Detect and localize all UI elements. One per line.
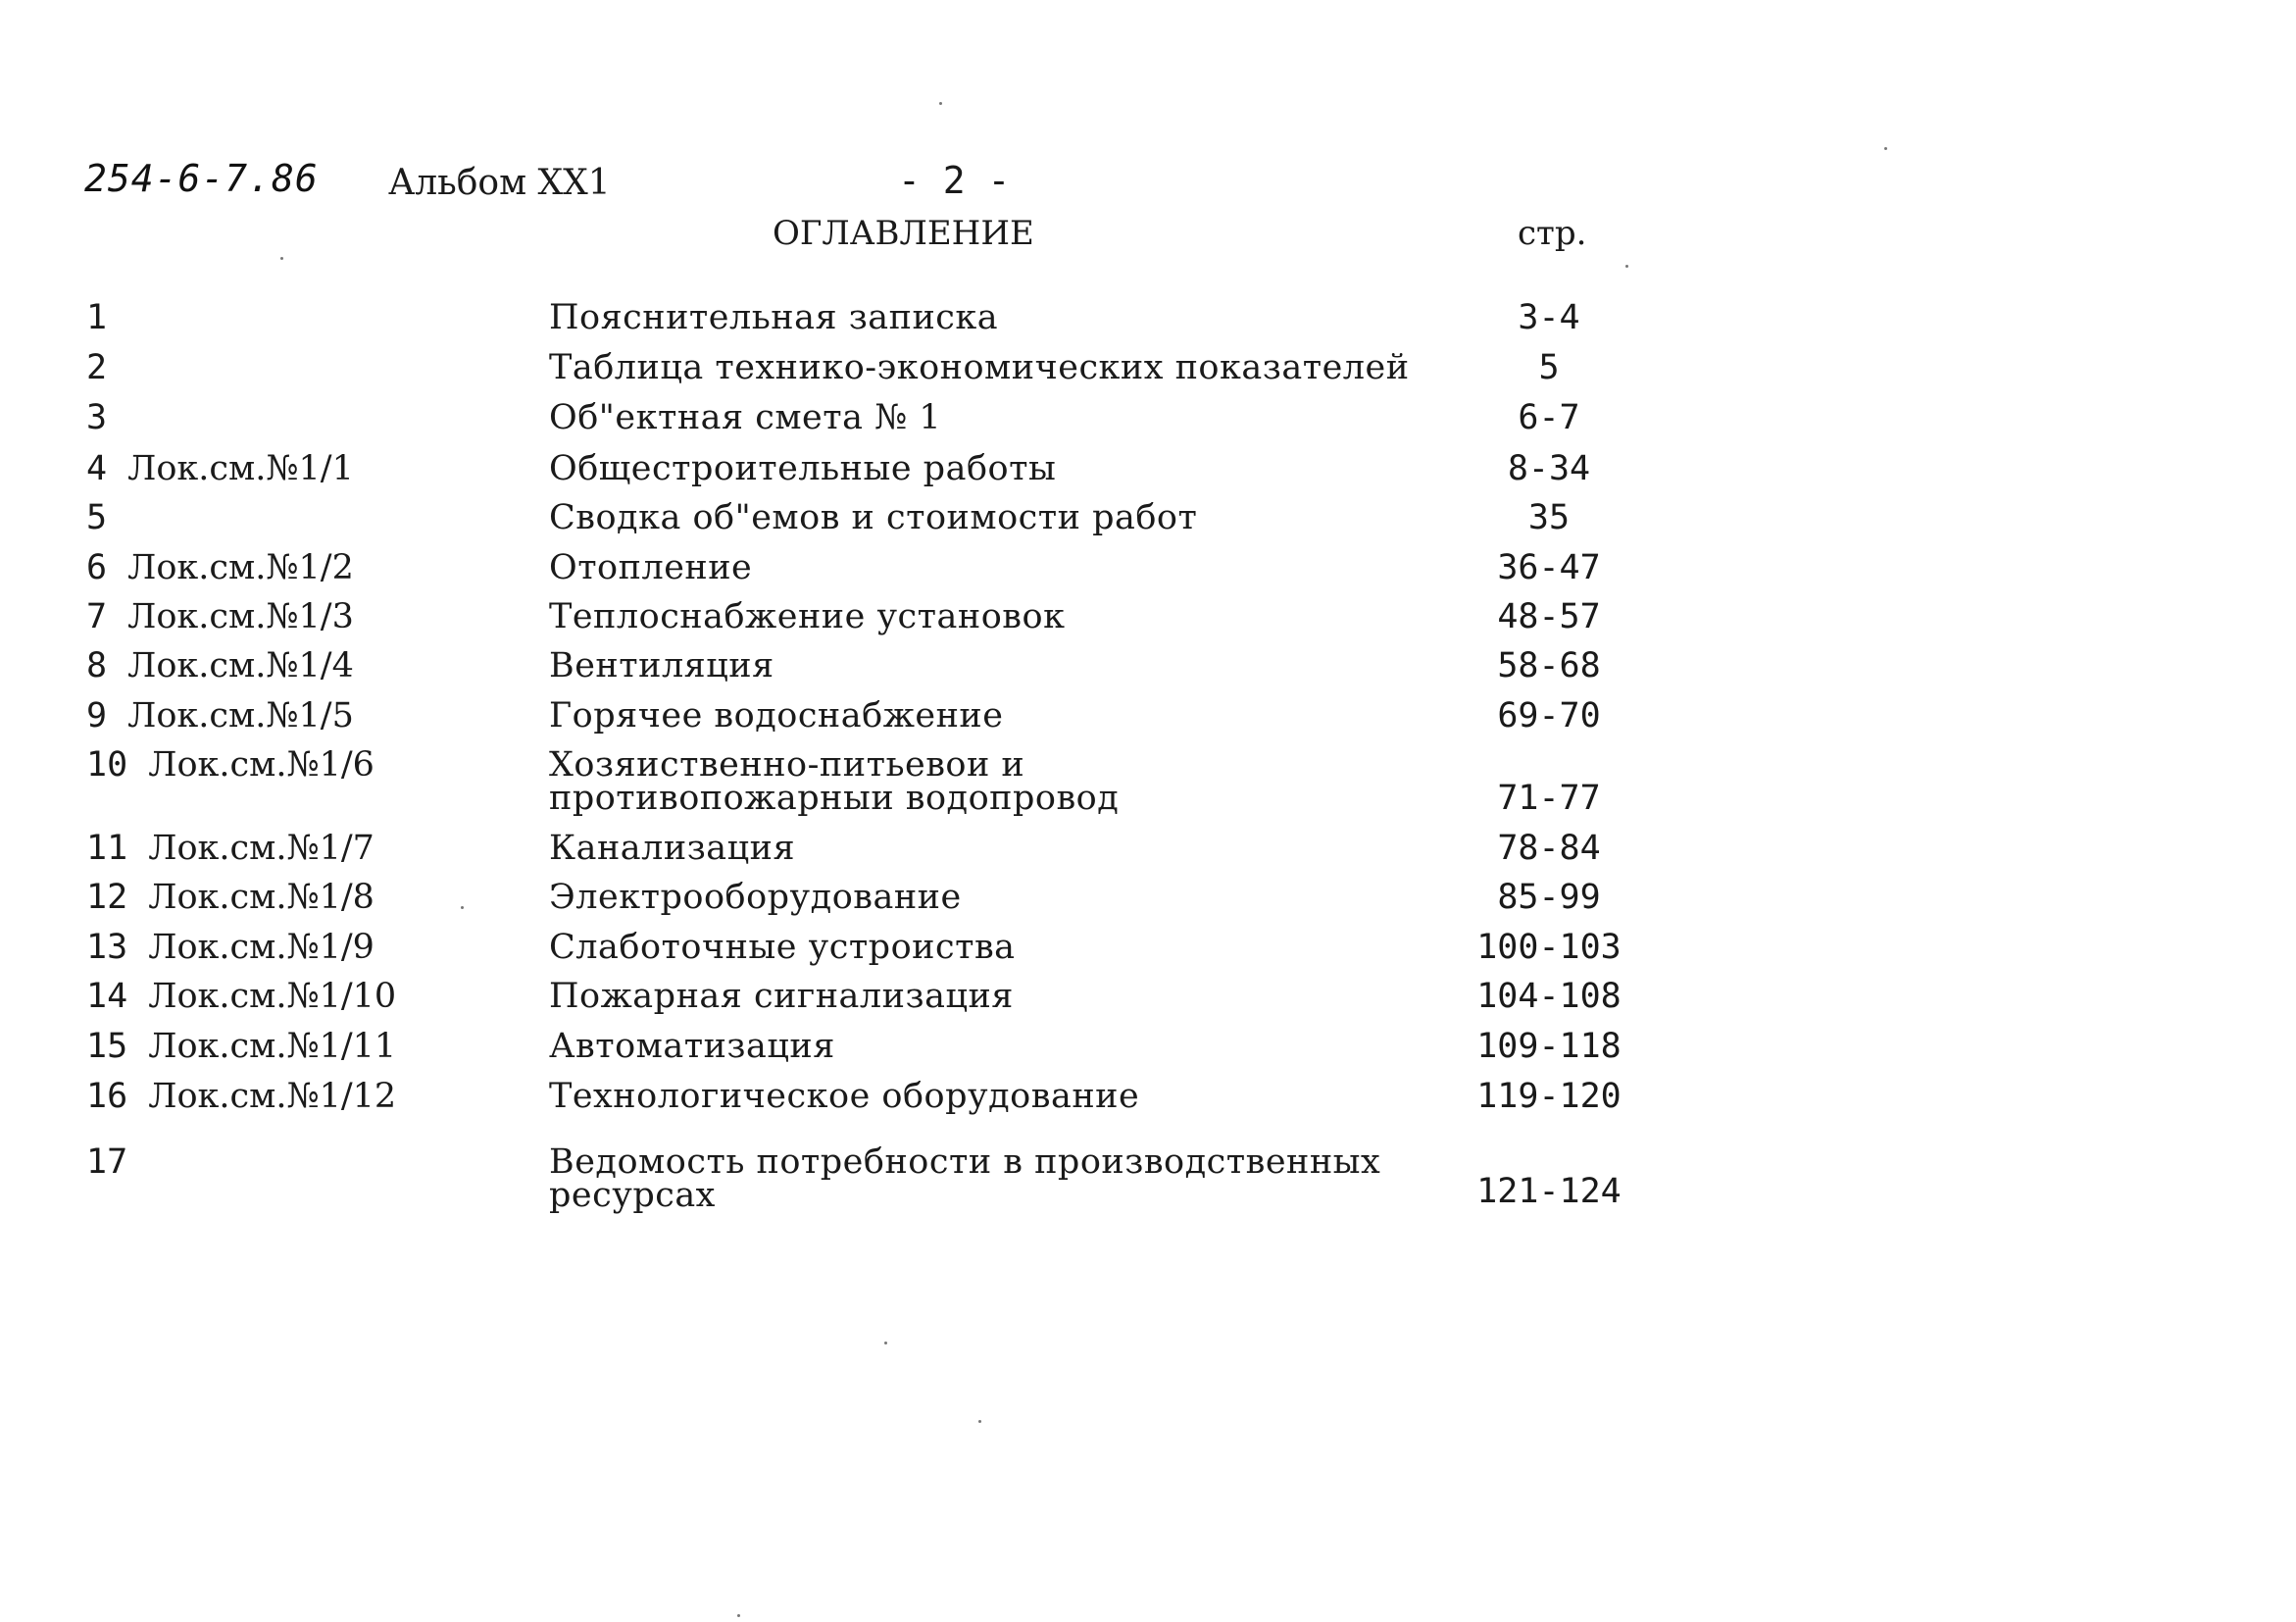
scan-speck [1625, 265, 1628, 268]
row-title: Пояснительная записка [549, 298, 999, 337]
row-number-cell [86, 350, 107, 385]
row-number-cell [86, 300, 107, 335]
page-column-title: стр. [1518, 214, 1587, 253]
row-reference: Лок.см.№1/4 [127, 646, 354, 685]
row-title-line-2: противопожарныи водопровод [549, 779, 1120, 818]
row-number-cell [86, 979, 396, 1014]
row-title: Электрооборудование [549, 878, 962, 917]
document-code: 254-6-7.86 [84, 157, 319, 200]
row-pages: 3-4 [1518, 298, 1580, 337]
row-pages: 35 [1527, 498, 1571, 537]
row-pages: 8-34 [1507, 449, 1591, 488]
row-number: 6 [86, 548, 108, 587]
row-number-cell [86, 400, 107, 435]
row-title: Отопление [549, 548, 753, 587]
row-number: 8 [86, 646, 108, 685]
row-pages: 119-120 [1476, 1077, 1622, 1116]
row-title: Пожарная сигнализация [549, 977, 1014, 1016]
scan-speck [884, 1342, 887, 1344]
row-pages: 6-7 [1518, 398, 1580, 437]
row-title-line-2: ресурсах [549, 1176, 716, 1215]
row-number: 16 [86, 1077, 128, 1116]
row-title: Вентиляция [549, 646, 774, 685]
row-number: 5 [86, 498, 108, 537]
row-number: 11 [86, 829, 128, 868]
row-reference: Лок.см.№1/1 [127, 449, 354, 488]
row-pages: 109-118 [1476, 1027, 1622, 1066]
row-pages: 48-57 [1497, 597, 1601, 636]
row-title: Канализация [549, 829, 796, 868]
row-title: Таблица технико-экономических показателей [549, 348, 1410, 387]
row-pages: 100-103 [1476, 928, 1622, 967]
page-number: - 2 - [898, 159, 1011, 202]
row-number-cell [86, 930, 374, 965]
scan-speck [939, 102, 942, 105]
row-pages: 36-47 [1497, 548, 1601, 587]
row-number: 1 [86, 298, 108, 337]
row-number-cell [86, 698, 354, 734]
row-reference: Лок.см.№1/5 [127, 696, 354, 735]
row-number: 4 [86, 449, 108, 488]
row-pages: 69-70 [1497, 696, 1601, 735]
row-pages: 71-77 [1497, 779, 1601, 818]
row-title: Слаботочные устроиства [549, 928, 1016, 967]
row-reference: Лок.см.№1/10 [148, 977, 397, 1016]
row-number: 7 [86, 597, 108, 636]
row-reference: Лок.см.№1/2 [127, 548, 354, 587]
row-reference: Лок.см.№1/11 [148, 1027, 397, 1066]
scan-speck [1884, 147, 1887, 150]
row-number-cell [86, 1144, 127, 1180]
row-pages: 121-124 [1476, 1172, 1622, 1211]
row-number: 13 [86, 928, 128, 967]
scan-speck [280, 257, 283, 260]
row-pages: 58-68 [1497, 646, 1601, 685]
row-reference: Лок.см.№1/3 [127, 597, 354, 636]
row-number: 9 [86, 696, 108, 735]
row-title: Об"ектная смета № 1 [549, 398, 942, 437]
row-number-cell [86, 1029, 396, 1064]
row-number: 17 [86, 1142, 128, 1182]
row-number-cell [86, 1079, 396, 1114]
row-number-cell [86, 451, 354, 486]
row-title: Горячее водоснабжение [549, 696, 1004, 735]
row-number: 2 [86, 348, 108, 387]
row-title: Сводка об"емов и стоимости работ [549, 498, 1198, 537]
scan-speck [737, 1614, 740, 1617]
album-label: Альбом ХХ1 [388, 163, 611, 203]
row-number-cell [86, 648, 354, 684]
row-reference: Лок.см.№1/6 [148, 745, 374, 785]
row-reference: Лок.см.№1/7 [148, 829, 374, 868]
row-title: Общестроительные работы [549, 449, 1057, 488]
row-number: 15 [86, 1027, 128, 1066]
row-number: 3 [86, 398, 108, 437]
row-number-cell [86, 747, 374, 783]
row-reference: Лок.см.№1/8 [148, 878, 374, 917]
row-title: Автоматизация [549, 1027, 835, 1066]
row-number-cell [86, 880, 374, 915]
scan-speck [978, 1420, 981, 1423]
row-pages: 85-99 [1497, 878, 1601, 917]
row-pages: 78-84 [1497, 829, 1601, 868]
row-title: Теплоснабжение установок [549, 597, 1066, 636]
row-number: 14 [86, 977, 128, 1016]
row-pages: 104-108 [1476, 977, 1622, 1016]
row-number-cell [86, 599, 354, 634]
row-number-cell [86, 831, 374, 866]
row-title-line-1: Хозяиственно-питьевои и [549, 745, 1025, 785]
row-title-line-1: Ведомость потребности в производственных [549, 1142, 1381, 1182]
scan-speck [461, 906, 464, 909]
row-number: 10 [86, 745, 128, 785]
toc-title: ОГЛАВЛЕНИЕ [773, 214, 1034, 253]
row-pages: 5 [1538, 348, 1560, 387]
row-number-cell [86, 500, 107, 535]
row-number: 12 [86, 878, 128, 917]
row-reference: Лок.см.№1/12 [148, 1077, 397, 1116]
row-title: Технологическое оборудование [549, 1077, 1140, 1116]
row-reference: Лок.см.№1/9 [148, 928, 374, 967]
row-number-cell [86, 550, 354, 585]
